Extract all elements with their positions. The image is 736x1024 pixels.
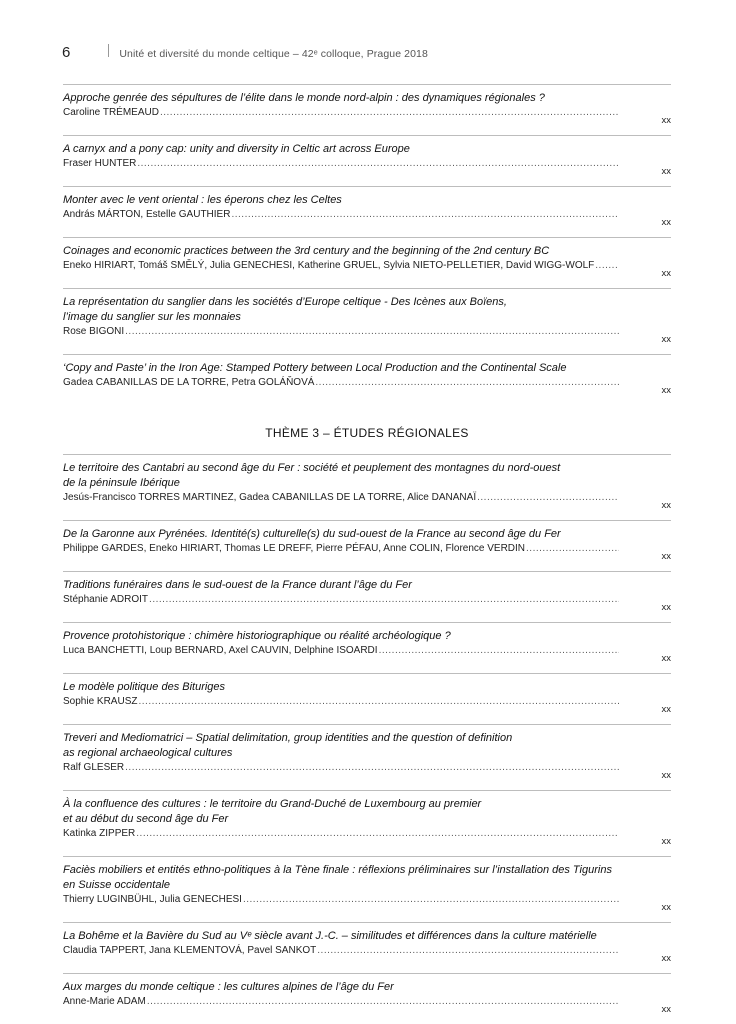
entry-authors: Caroline TRÉMEAUD (63, 107, 159, 118)
entry-title-continued: de la péninsule Ibérique (63, 477, 180, 489)
page-header (62, 44, 428, 61)
author-line (63, 593, 671, 613)
author-line (63, 944, 671, 964)
author-line (63, 376, 671, 396)
dot-leader (315, 376, 619, 390)
entry-authors: Eneko HIRIART, Tomáš SMĚLÝ, Julia GENECHESI, Katherine GRUEL, Sylvia NIETO-PELLETIER, David WIGG-WOLF (63, 260, 595, 271)
dot-leader (149, 593, 619, 607)
toc-entry (63, 571, 671, 613)
entry-title: Le territoire des Cantabri au second âge du Fer : société et peuplement des montagnes du nord-ouest (63, 462, 561, 474)
running-title: Unité et diversité du monde celtique – 42ᵉ colloque, Prague 2018 (119, 48, 428, 60)
dot-leader (125, 761, 619, 775)
author-line (63, 893, 671, 913)
entry-authors: Katinka ZIPPER (63, 828, 136, 839)
entry-authors: Rose BIGONI (63, 326, 125, 337)
dot-leader (317, 944, 619, 958)
dot-leader (595, 259, 619, 273)
entry-title-continued: et au début du second âge du Fer (63, 813, 229, 825)
entry-title-continued: en Suisse occidentale (63, 879, 171, 891)
author-line (63, 157, 671, 177)
dot-leader (147, 995, 619, 1009)
entry-authors: Fraser HUNTER (63, 158, 137, 169)
entry-authors: Gadea CABANILLAS DE LA TORRE, Petra GOLÁŇOVÁ (63, 377, 315, 388)
author-line (63, 695, 671, 715)
author-line (63, 827, 671, 847)
dot-leader (379, 644, 619, 658)
author-line (63, 491, 671, 511)
entry-authors: Ralf GLESER (63, 762, 125, 773)
theme-heading: THÈME 3 – ÉTUDES RÉGIONALES (265, 426, 469, 440)
toc-entry (63, 354, 671, 396)
dot-leader (160, 106, 619, 120)
entry-title: A carnyx and a pony cap: unity and diversity in Celtic art across Europe (63, 143, 410, 155)
entry-title: Traditions funéraires dans le sud-ouest de la France durant l’âge du Fer (63, 579, 412, 591)
toc-entry (63, 237, 671, 279)
toc-group-1 (63, 84, 671, 396)
entry-authors: Claudia TAPPERT, Jana KLEMENTOVÁ, Pavel SANKOT (63, 945, 317, 956)
toc-entry (63, 186, 671, 228)
author-line (63, 995, 671, 1015)
page-number: 6 (62, 44, 71, 61)
entry-authors: Thierry LUGINBÜHL, Julia GENECHESI (63, 894, 242, 905)
entry-page-ref: xx (661, 653, 671, 664)
header-divider (108, 44, 109, 57)
dot-leader (136, 827, 619, 841)
author-line (63, 542, 671, 562)
entry-page-ref: xx (661, 166, 671, 177)
entry-page-ref: xx (661, 704, 671, 715)
dot-leader (125, 325, 619, 339)
entry-title: ‘Copy and Paste’ in the Iron Age: Stamped Pottery between Local Production and the Continental Scale (63, 362, 567, 374)
toc-entry (63, 454, 671, 511)
dot-leader (137, 157, 619, 171)
dot-leader (243, 893, 619, 907)
author-line (63, 325, 671, 345)
dot-leader (138, 695, 619, 709)
entry-authors: Anne-Marie ADAM (63, 996, 146, 1007)
toc-entry (63, 973, 671, 1015)
toc-entry (63, 922, 671, 964)
entry-page-ref: xx (661, 268, 671, 279)
entry-title: Treveri and Mediomatrici – Spatial delimitation, group identities and the question of definition (63, 732, 513, 744)
entry-authors: András MÁRTON, Estelle GAUTHIER (63, 209, 231, 220)
entry-page-ref: xx (661, 385, 671, 396)
toc-group-2 (63, 454, 671, 1015)
entry-authors: Philippe GARDES, Eneko HIRIART, Thomas LE DREFF, Pierre PÉFAU, Anne COLIN, Florence VERDIN (63, 543, 526, 554)
entry-authors: Sophie KRAUSZ (63, 696, 138, 707)
toc-entry (63, 288, 671, 345)
toc-entry (63, 135, 671, 177)
table-of-contents (63, 84, 671, 1024)
entry-title: De la Garonne aux Pyrénées. Identité(s) culturelle(s) du sud-ouest de la France au second âge du Fer (63, 528, 561, 540)
entry-title-continued: l’image du sanglier sur les monnaies (63, 311, 241, 323)
entry-page-ref: xx (661, 500, 671, 511)
entry-authors: Luca BANCHETTI, Loup BERNARD, Axel CAUVIN, Delphine ISOARDI (63, 645, 378, 656)
dot-leader (231, 208, 619, 222)
entry-title: Aux marges du monde celtique : les cultures alpines de l’âge du Fer (63, 981, 394, 993)
entry-authors: Jesús-Francisco TORRES MARTINEZ, Gadea CABANILLAS DE LA TORRE, Alice DANANAÏ (63, 492, 477, 503)
entry-page-ref: xx (661, 602, 671, 613)
author-line (63, 208, 671, 228)
entry-title: La Bohême et la Bavière du Sud au Vᵉ siècle avant J.-C. – similitudes et différences dans la culture matérielle (63, 930, 597, 942)
entry-authors: Stéphanie ADROIT (63, 594, 149, 605)
toc-entry (63, 622, 671, 664)
entry-title: Faciès mobiliers et entités ethno-politiques à la Tène finale : réflexions préliminaires sur l’installation des Tigurins (63, 864, 612, 876)
toc-entry (63, 790, 671, 847)
entry-page-ref: xx (661, 551, 671, 562)
entry-page-ref: xx (661, 953, 671, 964)
author-line (63, 761, 671, 781)
toc-entry (63, 520, 671, 562)
entry-title: Coinages and economic practices between the 3rd century and the beginning of the 2nd century BC (63, 245, 550, 257)
entry-page-ref: xx (661, 115, 671, 126)
entry-title: Provence protohistorique : chimère historiographique ou réalité archéologique ? (63, 630, 451, 642)
entry-page-ref: xx (661, 902, 671, 913)
toc-entry (63, 673, 671, 715)
entry-title: Le modèle politique des Bituriges (63, 681, 226, 693)
author-line (63, 106, 671, 126)
entry-page-ref: xx (661, 770, 671, 781)
entry-title: La représentation du sanglier dans les sociétés d’Europe celtique - Des Icènes aux Boïens, (63, 296, 507, 308)
author-line (63, 644, 671, 664)
toc-entry (63, 856, 671, 913)
toc-entry (63, 724, 671, 781)
entry-title: À la confluence des cultures : le territoire du Grand-Duché de Luxembourg au premier (63, 798, 482, 810)
entry-page-ref: xx (661, 1004, 671, 1015)
entry-title: Monter avec le vent oriental : les éperons chez les Celtes (63, 194, 342, 206)
entry-title: Approche genrée des sépultures de l’élite dans le monde nord-alpin : des dynamiques régionales ? (63, 92, 545, 104)
toc-entry (63, 84, 671, 126)
dot-leader (526, 542, 619, 556)
entry-page-ref: xx (661, 217, 671, 228)
author-line (63, 259, 671, 279)
dot-leader (477, 491, 619, 505)
entry-title-continued: as regional archaeological cultures (63, 747, 233, 759)
entry-page-ref: xx (661, 334, 671, 345)
entry-page-ref: xx (661, 836, 671, 847)
